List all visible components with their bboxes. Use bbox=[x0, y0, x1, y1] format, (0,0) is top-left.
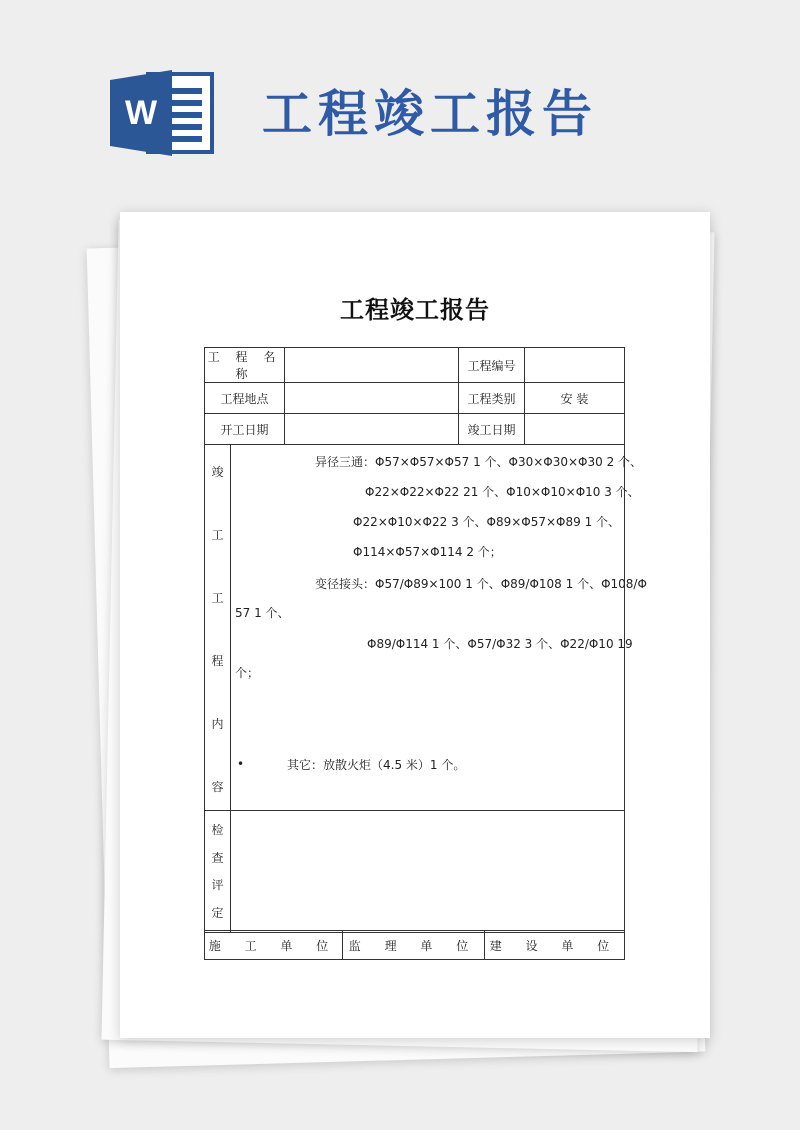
content-label-char: 内 bbox=[211, 717, 224, 731]
inspection-label-char: 查 bbox=[211, 850, 224, 865]
document-title: 工程竣工报告 bbox=[340, 296, 490, 324]
owner-unit-label: 建 设 单 位 bbox=[485, 931, 625, 960]
completion-date-label: 竣工日期 bbox=[459, 414, 525, 445]
content-label-char: 程 bbox=[211, 654, 224, 668]
location-field[interactable] bbox=[285, 383, 459, 414]
inspection-label-char: 检 bbox=[211, 823, 224, 837]
start-date-label: 开工日期 bbox=[205, 414, 285, 445]
table-row bbox=[205, 383, 625, 414]
start-date-field[interactable] bbox=[285, 414, 459, 445]
content-line: 异径三通：Φ57×Φ57×Φ57 1 个、Φ30×Φ30×Φ30 2 个、 bbox=[315, 455, 643, 469]
location-label: 工程地点 bbox=[205, 383, 285, 414]
project-name-label: 工 程 名 称 bbox=[205, 348, 285, 383]
completion-report-form bbox=[204, 347, 647, 933]
content-line: 57 1 个、 bbox=[235, 606, 290, 620]
project-name-field[interactable] bbox=[285, 348, 459, 383]
project-no-field[interactable] bbox=[525, 348, 625, 383]
table-row bbox=[205, 931, 625, 960]
content-line: 个； bbox=[235, 666, 260, 680]
project-no-label: 工程编号 bbox=[459, 348, 525, 383]
category-label: 工程类别 bbox=[459, 383, 525, 414]
document-page bbox=[120, 212, 710, 1038]
table-row bbox=[205, 445, 625, 811]
content-label-cell bbox=[205, 445, 231, 811]
content-label-char: 容 bbox=[211, 780, 224, 794]
banner-title: 工程竣工报告 bbox=[262, 85, 598, 143]
table-row bbox=[205, 414, 625, 445]
content-label-char: 工 bbox=[211, 528, 224, 542]
word-logo-letter: W bbox=[124, 94, 158, 132]
category-field[interactable]: 安 装 bbox=[525, 383, 625, 414]
inspection-label-cell bbox=[205, 811, 231, 933]
bullet-icon: • bbox=[237, 757, 245, 771]
content-label-char: 工 bbox=[211, 591, 224, 605]
inspection-label-char: 评 bbox=[211, 878, 224, 893]
content-line: 变径接头：Φ57/Φ89×100 1 个、Φ89/Φ108 1 个、Φ108/Φ bbox=[315, 577, 647, 591]
table-row bbox=[205, 348, 625, 383]
completion-date-field[interactable] bbox=[525, 414, 625, 445]
content-line: Φ89/Φ114 1 个、Φ57/Φ32 3 个、Φ22/Φ10 19 bbox=[367, 637, 633, 651]
content-line: Φ22×Φ10×Φ22 3 个、Φ89×Φ57×Φ89 1 个、 bbox=[353, 515, 621, 529]
content-line: 其它：放散火炬（4.5 米）1 个。 bbox=[287, 758, 466, 772]
content-label-char: 竣 bbox=[211, 465, 224, 479]
project-content-field[interactable] bbox=[231, 445, 647, 811]
construction-unit-label: 施 工 单 位 bbox=[205, 931, 343, 960]
content-line: Φ114×Φ57×Φ114 2 个； bbox=[353, 545, 502, 559]
supervision-unit-label: 监 理 单 位 bbox=[343, 931, 485, 960]
word-icon bbox=[110, 70, 214, 156]
signature-table bbox=[204, 930, 625, 960]
inspection-field[interactable] bbox=[231, 811, 625, 933]
table-row bbox=[205, 811, 625, 933]
content-line: Φ22×Φ22×Φ22 21 个、Φ10×Φ10×Φ10 3 个、 bbox=[365, 485, 640, 499]
inspection-label-char: 定 bbox=[211, 905, 224, 920]
